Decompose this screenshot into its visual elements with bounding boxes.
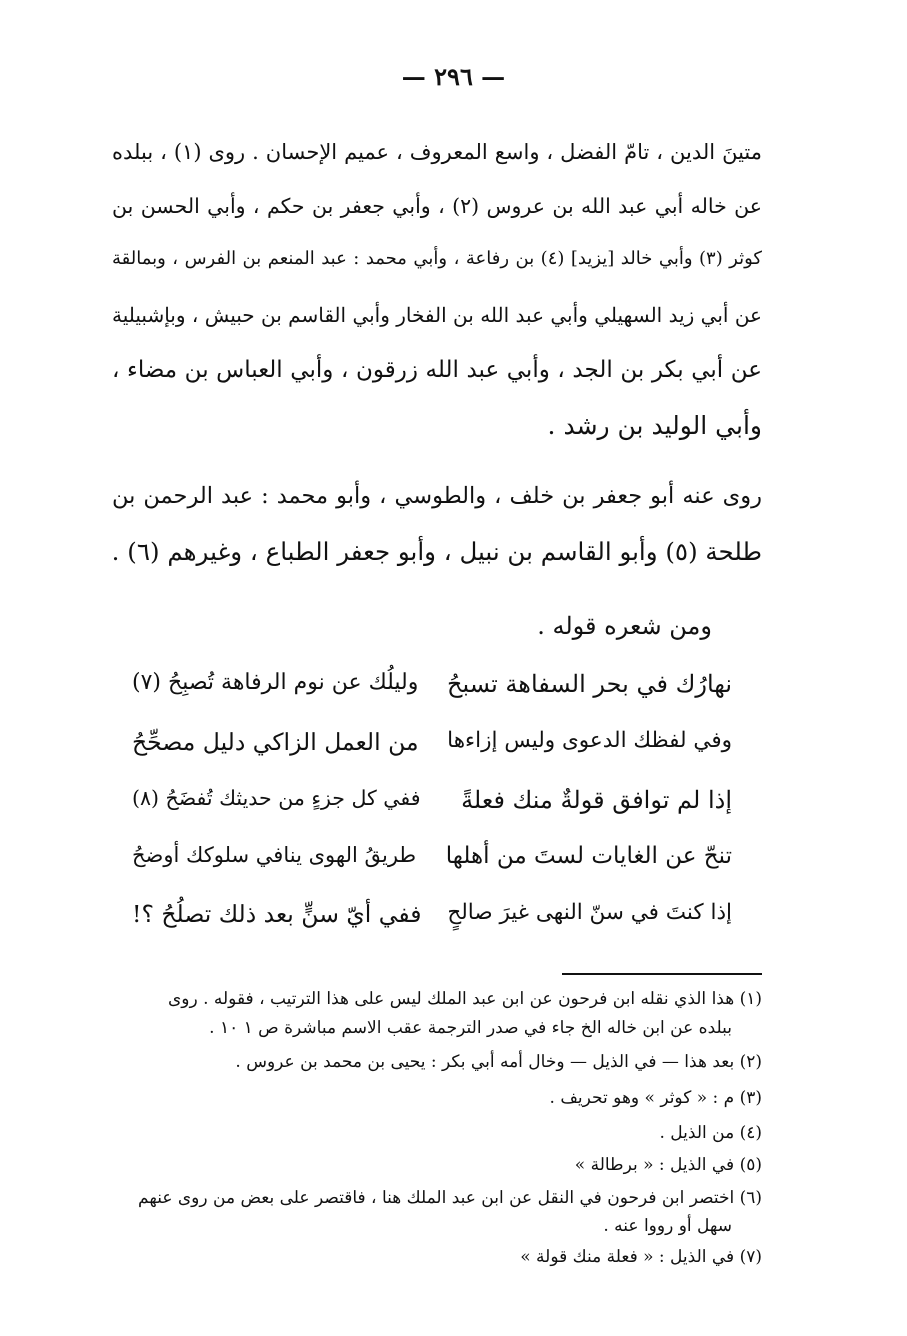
footnote-continuation: سهل أو رووا عنه . [603, 1216, 732, 1236]
verse-second-hemistich: ففي كل جزءٍ من حديثك تُفضَحُ (٨) [132, 786, 421, 810]
body-line: وأبي الوليد بن رشد . [547, 411, 762, 440]
students-line: روى عنه أبو جعفر بن خلف ، والطوسي ، وأبو محمد : عبد الرحمن بن [112, 483, 762, 509]
footnote: (٤) من الذيل . [659, 1123, 762, 1143]
footnote: (٢) بعد هذا — في الذيل — وخال أمه أبي بكر : يحيى بن محمد بن عروس . [235, 1052, 762, 1072]
verse-second-hemistich: من العمل الزاكي دليل مصحِّحُ [132, 728, 419, 756]
body-line: عن خاله أبي عبد الله بن عروس (٢) ، وأبي جعفر بن حكم ، وأبي الحسن بن [112, 194, 762, 218]
verse [132, 670, 732, 710]
students-line: طلحة (٥) وأبو القاسم بن نبيل ، وأبو جعفر الطباع ، وغيرهم (٦) . [111, 537, 762, 566]
verse [132, 728, 732, 768]
footnote: (١) هذا الذي نقله ابن فرحون عن ابن عبد الملك ليس على هذا الترتيب ، فقوله . روى [167, 989, 762, 1009]
verse [132, 786, 732, 826]
verse-first-hemistich: إذا لم توافق قولةٌ منك فعلةً [461, 786, 732, 814]
body-line: متينَ الدين ، تامّ الفضل ، واسع المعروف ، عميم الإحسان . روى (١) ، ببلده [112, 140, 762, 164]
body-line: عن أبي بكر بن الجد ، وأبي عبد الله زرقون ، وأبي العباس بن مضاء ، [112, 357, 762, 383]
footnote-divider [562, 973, 762, 975]
footnote: (٣) م : « كوثر » وهو تحريف . [549, 1088, 762, 1108]
verse-first-hemistich: تنحّ عن الغايات لستَ من أهلها [445, 843, 732, 869]
verse-second-hemistich: طريقُ الهوى ينافي سلوكك أوضحُ [132, 843, 417, 867]
body-line: كوثر (٣) وأبي خالد [يزيد] (٤) بن رفاعة ، وأبي محمد : عبد المنعم بن الفرس ، وبمالقة [112, 248, 762, 269]
body-line: عن أبي زيد السهيلي وأبي عبد الله بن الفخار وأبي القاسم بن حبيش ، وبإشبيلية [112, 303, 762, 327]
footnote: (٥) في الذيل : « برطالة » [574, 1155, 762, 1175]
verse-second-hemistich: وليلُك عن نوم الرفاهة تُصبِحُ (٧) [132, 670, 419, 695]
footnote: (٧) في الذيل : « فعلة منك قولة » [520, 1247, 762, 1267]
verse-second-hemistich: ففي أيّ سنٍّ بعد ذلك تصلُحُ ؟! [132, 900, 422, 928]
page-number: — ٢٩٦ — [401, 62, 506, 91]
footnote-continuation: ببلده عن ابن خاله الخ جاء في صدر الترجمة عقب الاسم مباشرة ص ١ ١٠ . [209, 1018, 732, 1038]
verse-first-hemistich: إذا كنتَ في سنّ النهى غيرَ صالحٍ [447, 900, 732, 925]
verse-first-hemistich: وفي لفظك الدعوى وليس إزاءها [447, 728, 732, 753]
footnote: (٦) اختصر ابن فرحون في النقل عن ابن عبد الملك هنا ، فاقتصر على بعض من روى عنهم [138, 1188, 762, 1208]
poetry-intro: ومن شعره قوله . [537, 612, 712, 640]
verse [132, 900, 732, 940]
verse [132, 843, 732, 883]
verse-first-hemistich: نهارُك في بحر السفاهة تسبحُ [446, 670, 732, 698]
